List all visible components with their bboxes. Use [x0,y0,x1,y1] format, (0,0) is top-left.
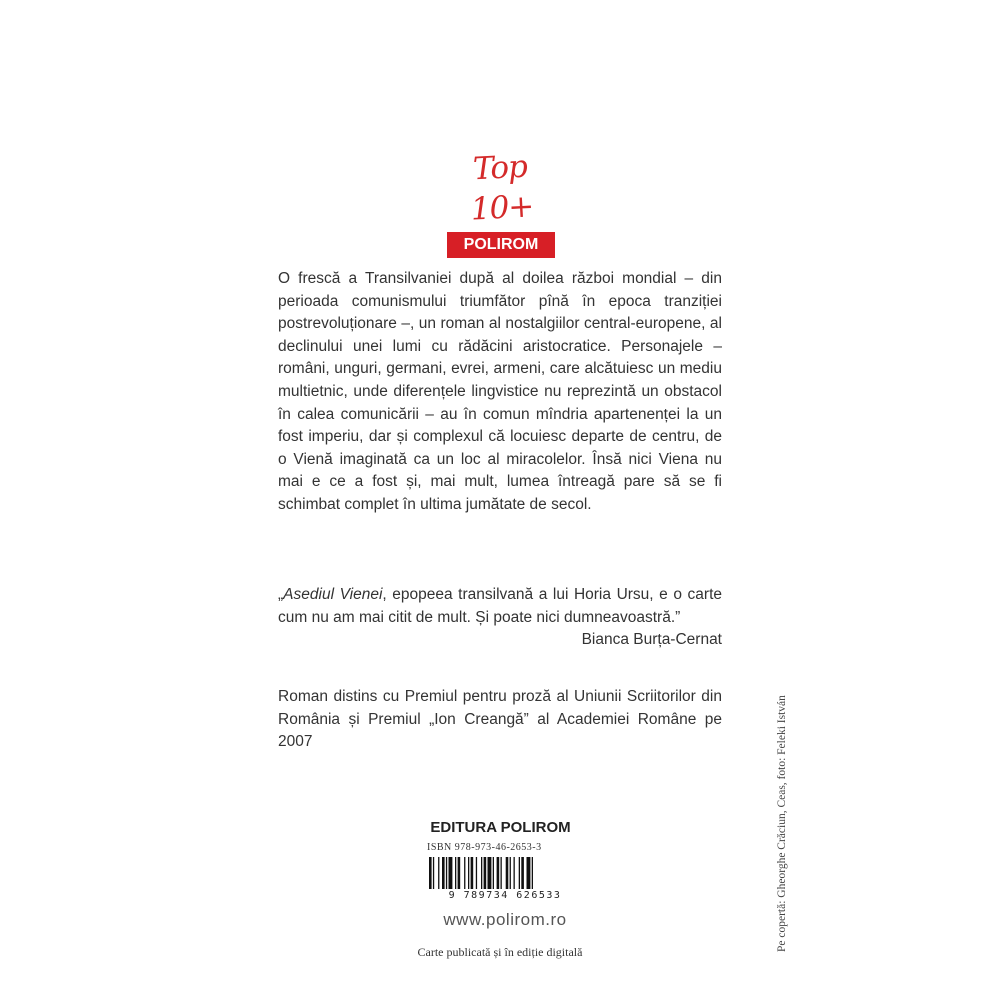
barcode-bar [446,857,447,889]
book-blurb: O frescă a Transilvaniei după al doilea război mondial – din perioada comunismului triumfător pînă în epoca tranziției postrevoluționare –, un roman al nostalgiilor central-europene, al declinului unei lumi cu rădăcini aristocratice. Personajele – români, unguri, germani, evrei, armeni, care alcătuiesc un mediu multietnic, unde diferențele lingvistice nu reprezintă un obstacol în calea comunicării – au în comun mîndria apartenenței la un fost imperiu, dar și complexul că locuiesc departe de centru, de o Vienă imaginată ca un loc al miracolelor. Însă nici Viena nu mai e ce a fost și, mai mult, lumea întreagă pare să se fi schimbat complet în ultima jumătate de secol. [278,270,722,513]
prize-note: Roman distins cu Premiul pentru proză al Uniunii Scriitorilor din România și Premiul „Ion Creangă” al Academiei Române pe 2007 [278,688,722,751]
barcode-bar [433,857,434,889]
quote-open-mark: „ [278,586,284,603]
barcode-bar [519,857,520,889]
barcode-bar [449,857,453,889]
publisher-website: www.polirom.ro [443,910,567,929]
barcode-bar [514,857,515,889]
review-quote [278,584,722,652]
quote-book-title: Asediul Vienei [283,586,383,603]
barcode-bar [521,857,524,889]
barcode-bar [510,857,511,889]
cover-credit [776,592,796,952]
barcode-bar [468,857,469,889]
series-logo [447,148,555,258]
barcode-bar [497,857,500,889]
barcode-bar [464,857,465,889]
quote-text: , epopeea transilvană a lui Horia Ursu, e o carte cum nu am mai citit de mult. Și poate nici dumneavoastră.” [278,586,723,626]
quote-author: Bianca Burța-Cernat [581,631,722,649]
barcode-bar [501,857,502,889]
barcode-bar [493,857,494,889]
barcode-bar [438,857,439,889]
barcode [425,857,585,909]
barcode-bar [476,857,477,889]
digital-edition-note: Carte publicată și în ediție digitală [417,945,583,959]
barcode-bar [429,857,432,889]
barcode-bar [484,857,487,889]
isbn-text: ISBN 978-973-46-2653-3 [427,842,542,853]
barcode-bar [532,857,533,889]
barcode-bar [458,857,461,889]
publisher-name: EDITURA POLIROM [430,819,571,836]
barcode-bar [488,857,492,889]
barcode-bar [442,857,445,889]
cover-credit-text: Pe copertă: Gheorghe Crăciun, Ceas, foto: Feleki István [776,695,788,952]
barcode-bar [481,857,482,889]
polirom-badge: POLIROM [447,232,555,258]
barcode-bar [506,857,509,889]
series-top-logo: Top 10+ [469,148,535,228]
barcode-bar [471,857,474,889]
barcode-bar [455,857,456,889]
barcode-digits: 9 789734 626533 [448,890,562,901]
barcode-bar [527,857,531,889]
